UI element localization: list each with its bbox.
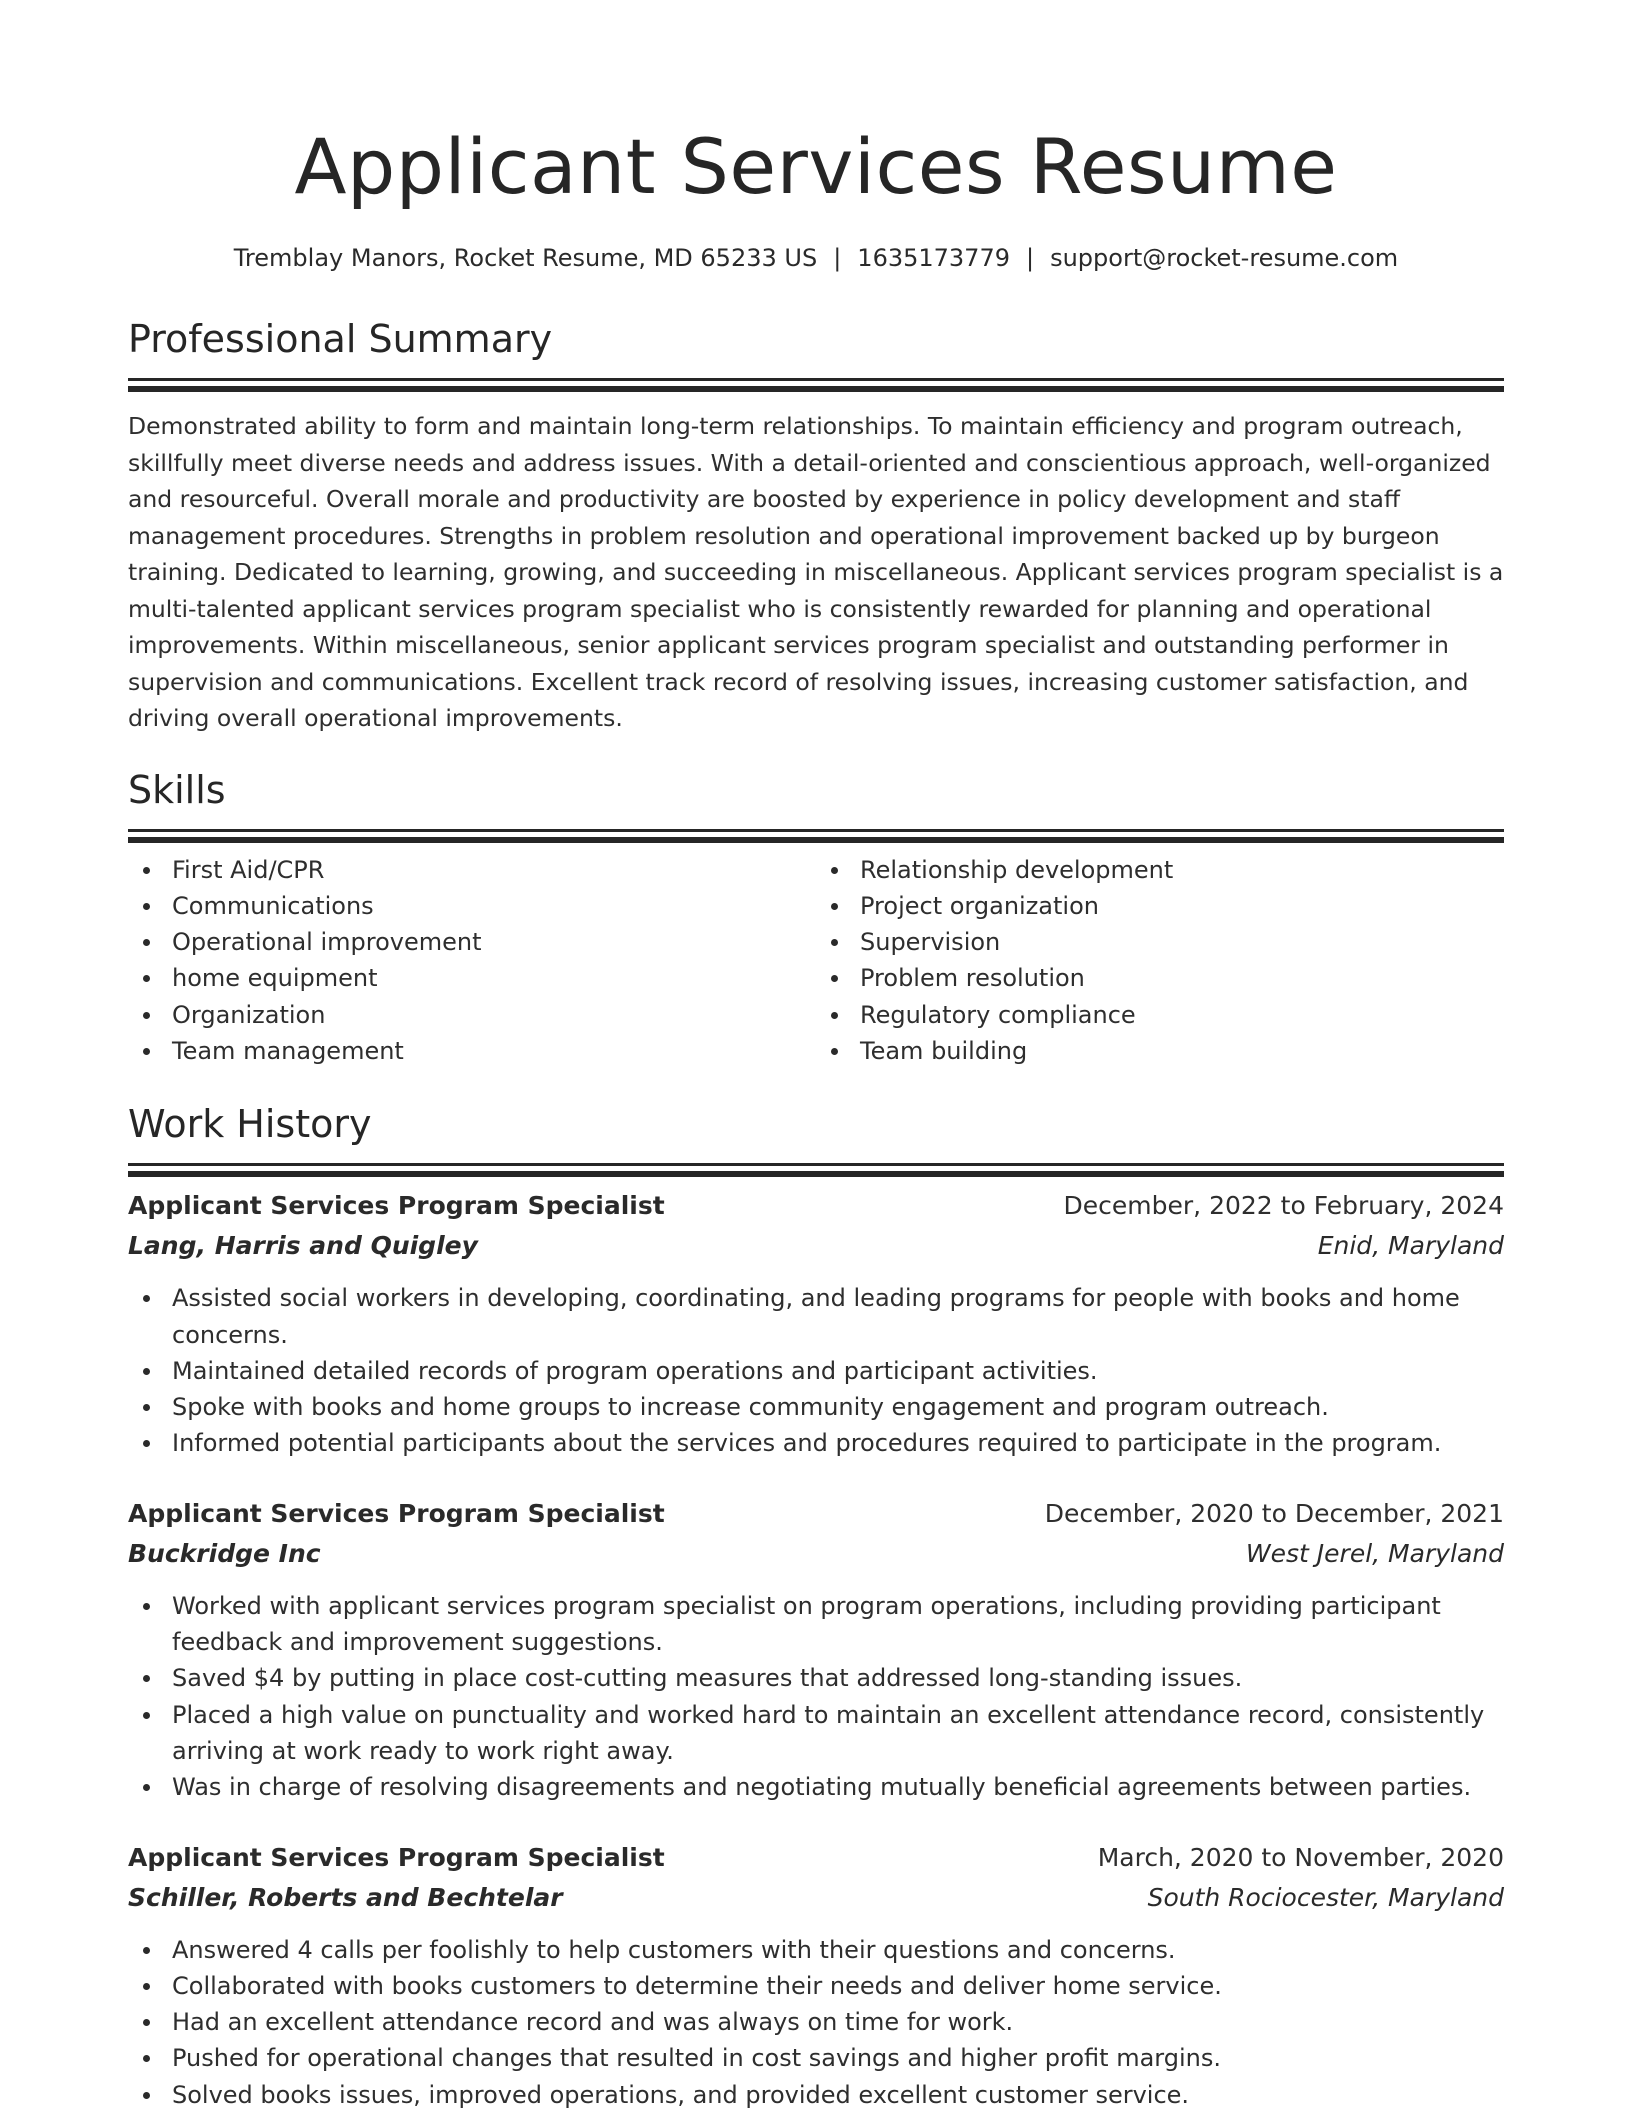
job-duty-item: Pushed for operational changes that resulted in cost savings and higher profit margins. [128,2040,1504,2076]
job-company: Buckridge Inc [128,1538,321,1568]
skill-item: Relationship development [816,852,1504,888]
job-subheader [128,1878,1504,1918]
job-subheader [128,1534,1504,1574]
job-dates: December, 2022 to February, 2024 [1063,1191,1504,1221]
job-duty-item: Assisted social workers in developing, coordinating, and leading programs for people with books and home concerns. [128,1280,1504,1353]
job-title: Applicant Services Program Specialist [128,1842,665,1872]
skill-item: Problem resolution [816,960,1504,996]
job-duty-item: Was in charge of resolving disagreements and negotiating mutually beneficial agreements between parties. [128,1769,1504,1805]
summary-text: Demonstrated ability to form and maintain long-term relationships. To maintain efficiency and program outreach, skillfully meet diverse needs and address issues. With a detail-oriented and conscientious approach, well-organized and resourceful. Overall morale and productivity are boosted by experience in policy development and staff management procedures. Strengths in problem resolution and operational improvement backed up by burgeon training. Dedicated to learning, growing, and succeeding in miscellaneous. Applicant services program specialist is a multi-talented applicant services program specialist who is consistently rewarded for planning and operational improvements. Within miscellaneous, senior applicant services program specialist and outstanding performer in supervision and communications. Excellent track record of resolving issues, increasing customer satisfaction, and driving overall operational improvements. [128,412,1504,732]
section-heading-summary: Professional Summary [128,317,553,361]
job-subheader [128,1226,1504,1266]
section-heading-skills: Skills [128,767,226,812]
contact-phone: 1635173779 [857,244,1010,272]
contact-line [128,242,1504,274]
job-duties [128,1280,1504,1461]
job-entry [128,1838,1504,2113]
resume-title: Applicant Services Resume [294,122,1338,211]
section-divider [128,829,1504,832]
skill-item: Organization [128,997,816,1033]
job-company: Schiller, Roberts and Bechtelar [128,1882,563,1912]
job-header [128,1494,1504,1534]
job-entry [128,1494,1504,1806]
contact-separator: | [833,244,842,272]
job-company: Lang, Harris and Quigley [128,1231,478,1261]
skill-item: Operational improvement [128,924,816,960]
job-duty-item: Maintained detailed records of program operations and participant activities. [128,1353,1504,1389]
job-header [128,1838,1504,1878]
job-duty-item: Had an excellent attendance record and was always on time for work. [128,2004,1504,2040]
job-location: West Jerel, Maryland [1245,1538,1504,1568]
skills-column-right [816,852,1504,1070]
job-duty-item: Collaborated with books customers to determine their needs and deliver home service. [128,1968,1504,2004]
job-location: South Rociocester, Maryland [1147,1882,1504,1912]
contact-separator: | [1026,244,1035,272]
contact-address: Tremblay Manors, Rocket Resume, MD 65233 US [233,244,818,272]
skill-item: Supervision [816,924,1504,960]
summary-section [128,314,1504,737]
skills-section [128,765,1504,1070]
skill-item: Team management [128,1033,816,1069]
job-duty-item: Placed a high value on punctuality and worked hard to maintain an excellent attendance record, consistently arriving at work ready to work right away. [128,1697,1504,1770]
job-dates: December, 2020 to December, 2021 [1044,1498,1504,1528]
job-duty-item: Spoke with books and home groups to increase community engagement and program outreach. [128,1389,1504,1425]
job-duty-item: Solved books issues, improved operations, and provided excellent customer service. [128,2077,1504,2113]
skill-item: Team building [816,1033,1504,1069]
skill-item: home equipment [128,960,816,996]
skill-item: Communications [128,888,816,924]
section-heading-work-history: Work History [128,1102,372,1147]
job-entry [128,1186,1504,1461]
job-duties [128,1588,1504,1806]
job-title: Applicant Services Program Specialist [128,1498,665,1528]
skills-column-left [128,852,816,1070]
skill-item: Regulatory compliance [816,997,1504,1033]
section-divider [128,378,1504,381]
job-header [128,1186,1504,1226]
work-history-section [128,1099,1504,2113]
job-duty-item: Answered 4 calls per foolishly to help customers with their questions and concerns. [128,1932,1504,1968]
job-duties [128,1932,1504,2113]
job-duty-item: Saved $4 by putting in place cost-cutting measures that addressed long-standing issues. [128,1660,1504,1696]
contact-email[interactable]: support@rocket-resume.com [1050,244,1399,272]
skill-item: Project organization [816,888,1504,924]
skill-item: First Aid/CPR [128,852,816,888]
skills-columns [128,852,1504,1070]
job-location: Enid, Maryland [1317,1231,1504,1261]
job-duty-item: Worked with applicant services program specialist on program operations, including providing participant feedback and improvement suggestions. [128,1588,1504,1661]
job-dates: March, 2020 to November, 2020 [1097,1842,1504,1872]
job-title: Applicant Services Program Specialist [128,1191,665,1221]
job-duty-item: Informed potential participants about the services and procedures required to participate in the program. [128,1425,1504,1461]
section-divider [128,1163,1504,1166]
